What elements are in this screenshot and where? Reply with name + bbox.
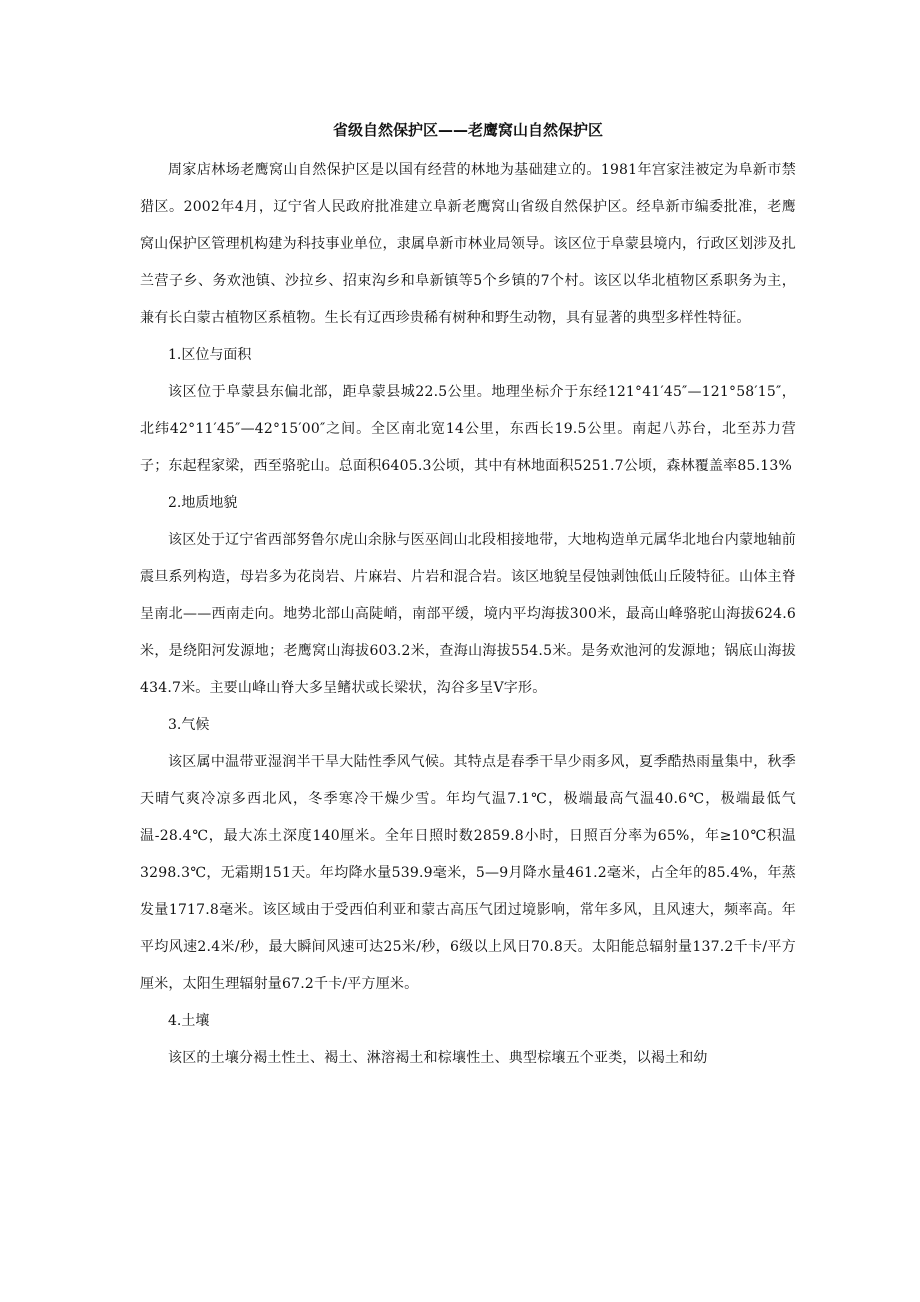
document-page [140, 110, 796, 1077]
section-body-geology: 该区处于辽宁省西部努鲁尔虎山余脉与医巫闾山北段相接地带，大地构造单元属华北地台内蒙地轴前震旦系列构造，母岩多为花岗岩、片麻岩、片岩和混合岩。该区地貌呈侵蚀剥蚀低山丘陵特征。山体主脊呈南北——西南走向。地势北部山高陡峭，南部平缓，境内平均海拔300米，最高山峰骆驼山海拔624.6米，是绕阳河发源地；老鹰窝山海拔603.2米，查海山海拔554.5米。是务欢池河的发源地；锅底山海拔434.7米。主要山峰山脊大多呈鳍状或长梁状，沟谷多呈V字形。 [140, 532, 796, 696]
section-heading-location: 1.区位与面积 [168, 347, 252, 363]
section-heading-soil: 4.土壤 [168, 1013, 210, 1029]
section-body-climate: 该区属中温带亚湿润半干旱大陆性季风气候。其特点是春季干旱少雨多风，夏季酷热雨量集中，秋季天晴气爽冷凉多西北风，冬季寒冷干燥少雪。年均气温7.1℃，极端最高气温40.6℃，极端最低气温-28.4℃，最大冻土深度140厘米。全年日照时数2859.8小时，日照百分率为65%，年≥10℃积温3298.3℃，无霜期151天。年均降水量539.9毫米，5—9月降水量461.2毫米，占全年的85.4%，年蒸发量1717.8毫米。该区域由于受西伯利亚和蒙古高压气团过境影响，常年多风，且风速大，频率高。年平均风速2.4米/秒，最大瞬间风速可达25米/秒，6级以上风日70.8天。太阳能总辐射量137.2千卡/平方厘米，太阳生理辐射量67.2千卡/平方厘米。 [140, 754, 796, 992]
section-body-location: 该区位于阜蒙县东偏北部，距阜蒙县城22.5公里。地理坐标介于东经121°41′45″—121°58′15″，北纬42°11′45″—42°15′00″之间。全区南北宽14公里，东西长19.5公里。南起八苏台，北至苏力营子；东起程家梁，西至骆驼山。总面积6405.3公顷，其中有林地面积5251.7公顷，森林覆盖率85.13% [140, 384, 796, 474]
section-heading-geology: 2.地质地貌 [168, 495, 238, 511]
section-body-soil: 该区的土壤分褐土性土、褐土、淋溶褐土和棕壤性土、典型棕壤五个亚类，以褐土和幼 [168, 1050, 708, 1066]
intro-paragraph: 周家店林场老鹰窝山自然保护区是以国有经营的林地为基础建立的。1981年宫家洼被定为阜新市禁猎区。2002年4月，辽宁省人民政府批准建立阜新老鹰窝山省级自然保护区。经阜新市编委批准，老鹰窝山保护区管理机构建为科技事业单位，隶属阜新市林业局领导。该区位于阜蒙县境内，行政区划涉及扎兰营子乡、务欢池镇、沙拉乡、招束沟乡和阜新镇等5个乡镇的7个村。该区以华北植物区系职务为主，兼有长白蒙古植物区系植物。生长有辽西珍贵稀有树种和野生动物，具有显著的典型多样性特征。 [140, 162, 796, 326]
document-title: 省级自然保护区——老鹰窝山自然保护区 [332, 121, 603, 139]
section-heading-climate: 3.气候 [168, 717, 210, 733]
